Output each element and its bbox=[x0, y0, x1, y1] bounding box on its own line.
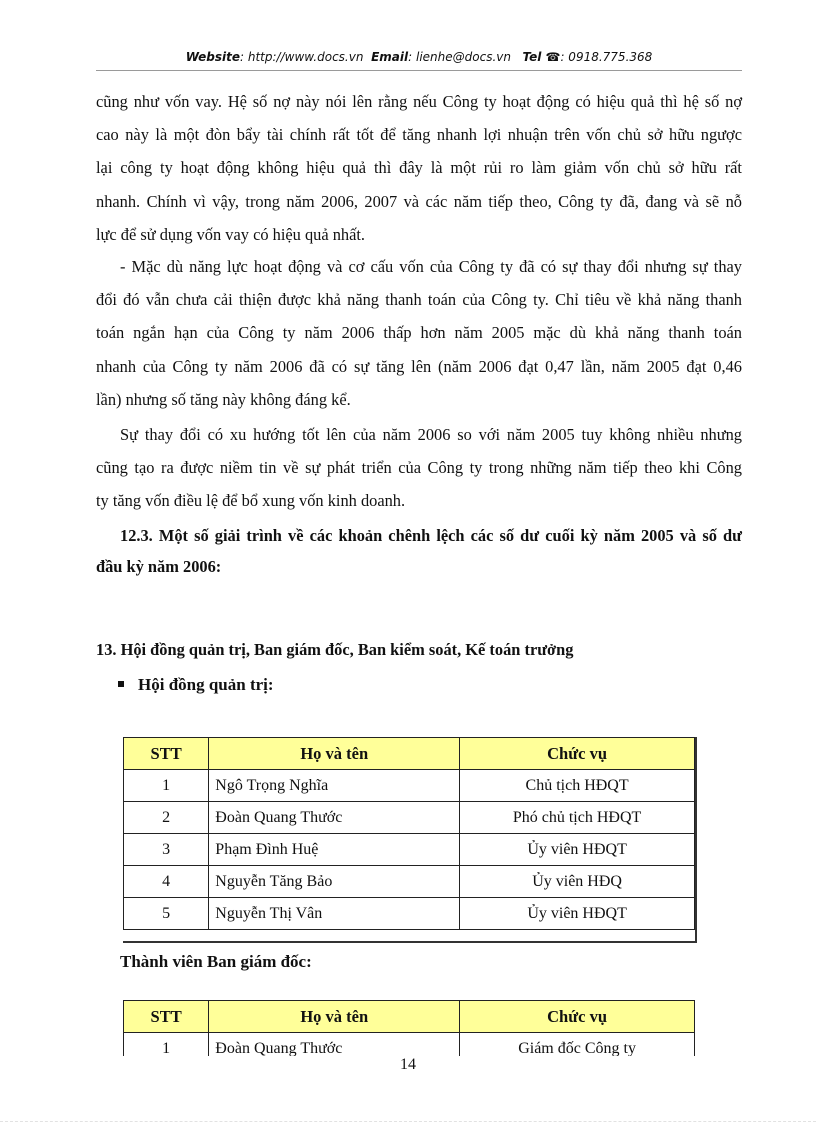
board-heading bbox=[118, 675, 274, 695]
cell-role: Phó chủ tịch HĐQT bbox=[460, 802, 695, 834]
text-line: lại công ty hoạt động không hiệu quả thì đây là một rủi ro làm giảm vốn chủ sở hữu rất bbox=[96, 158, 742, 178]
page-header bbox=[96, 50, 742, 64]
text-line: - Mặc dù năng lực hoạt động và cơ cấu vốn của Công ty đã có sự thay đổi nhưng sự thay bbox=[120, 257, 742, 276]
section-heading-13: 13. Hội đồng quản trị, Ban giám đốc, Ban kiểm soát, Kế toán trưởng bbox=[96, 640, 574, 659]
tel-label: Tel ☎ bbox=[522, 50, 561, 64]
cell-stt: 4 bbox=[124, 866, 209, 898]
column-header-stt: STT bbox=[124, 1001, 209, 1033]
column-header-role: Chức vụ bbox=[460, 738, 695, 770]
cell-stt: 1 bbox=[124, 770, 209, 802]
cell-name: Đoàn Quang Thước bbox=[209, 802, 460, 834]
cell-name: Ngô Trọng Nghĩa bbox=[209, 770, 460, 802]
page-number: 14 bbox=[0, 1056, 816, 1074]
cell-stt: 1 bbox=[124, 1033, 209, 1057]
heading-line: đầu kỳ năm 2006: bbox=[96, 557, 222, 576]
cell-stt: 2 bbox=[124, 802, 209, 834]
cell-name: Nguyễn Tăng Bảo bbox=[209, 866, 460, 898]
table-row bbox=[124, 1033, 695, 1057]
table-header-row bbox=[124, 1001, 695, 1033]
cell-name: Phạm Đình Huệ bbox=[209, 834, 460, 866]
column-header-name: Họ và tên bbox=[209, 738, 460, 770]
column-header-role: Chức vụ bbox=[460, 1001, 695, 1033]
paragraph-3 bbox=[96, 418, 742, 518]
text-line: cao này là một đòn bẩy tài chính rất tốt để tăng nhanh lợi nhuận trên vốn chủ sở hữu ngược bbox=[96, 125, 742, 145]
cell-name: Đoàn Quang Thước bbox=[209, 1033, 460, 1057]
cell-name: Nguyễn Thị Vân bbox=[209, 898, 460, 930]
text-line: nhanh. Chính vì vậy, trong năm 2006, 2007 và các năm tiếp theo, Công ty đã, đang và sẽ nỗ bbox=[96, 191, 742, 211]
email-value[interactable]: : lienhe@docs.vn bbox=[408, 50, 511, 64]
text-line: Sự thay đổi có xu hướng tốt lên của năm 2006 so với năm 2005 tuy không nhiều nhưng bbox=[120, 425, 742, 444]
text-line: nhanh của Công ty năm 2006 đã có sự tăng lên (năm 2006 đạt 0,47 lần, năm 2005 đạt 0,46 bbox=[96, 356, 742, 376]
text-line: đổi đó vẫn chưa cải thiện được khả năng thanh toán của Công ty. Chỉ tiêu về khả năng thanh bbox=[96, 290, 742, 310]
director-table-clip bbox=[110, 996, 710, 1056]
table-shadow-border bbox=[123, 737, 697, 943]
director-heading: Thành viên Ban giám đốc: bbox=[120, 952, 312, 971]
cell-stt: 3 bbox=[124, 834, 209, 866]
text-line: ty tăng vốn điều lệ để bổ xung vốn kinh doanh. bbox=[96, 491, 406, 511]
heading-line: 12.3. Một số giải trình về các khoản chênh lệch các số dư cuối kỳ năm 2005 và số dư bbox=[120, 526, 742, 545]
cell-role: Ủy viên HĐQT bbox=[460, 898, 695, 930]
header-divider bbox=[96, 70, 742, 71]
text-line: cũng tạo ra được niềm tin về sự phát triển của Công ty trong những năm tiếp theo khi Công bbox=[96, 458, 742, 478]
cell-role: Giám đốc Công ty bbox=[460, 1033, 695, 1057]
director-table bbox=[123, 1000, 695, 1056]
text-line: cũng như vốn vay. Hệ số nợ này nói lên rằng nếu Công ty hoạt động có hiệu quả thì hệ số nợ bbox=[96, 92, 742, 111]
cell-stt: 5 bbox=[124, 898, 209, 930]
website-label: Website bbox=[185, 50, 241, 64]
cell-role: Ủy viên HĐQ bbox=[460, 866, 695, 898]
cell-role: Ủy viên HĐQT bbox=[460, 834, 695, 866]
paragraph-1 bbox=[96, 85, 742, 251]
text-line: lực để sử dụng vốn vay có hiệu quả nhất. bbox=[96, 224, 366, 244]
website-value[interactable]: : http://www.docs.vn bbox=[240, 50, 364, 64]
text-line: toán ngắn hạn của Công ty năm 2006 thấp hơn năm 2005 mặc dù khả năng thanh toán bbox=[96, 323, 742, 343]
cell-role: Chủ tịch HĐQT bbox=[460, 770, 695, 802]
page-bottom-rule bbox=[0, 1121, 816, 1122]
paragraph-2 bbox=[96, 250, 742, 416]
bullet-icon bbox=[118, 681, 124, 687]
column-header-stt: STT bbox=[124, 738, 209, 770]
text-line: lần) nhưng số tăng này không đáng kể. bbox=[96, 389, 351, 409]
tel-value: : 0918.775.368 bbox=[560, 50, 653, 64]
column-header-name: Họ và tên bbox=[209, 1001, 460, 1033]
board-heading-text: Hội đồng quản trị: bbox=[138, 675, 274, 694]
section-heading-12-3 bbox=[96, 520, 742, 582]
email-label: Email bbox=[371, 50, 409, 64]
